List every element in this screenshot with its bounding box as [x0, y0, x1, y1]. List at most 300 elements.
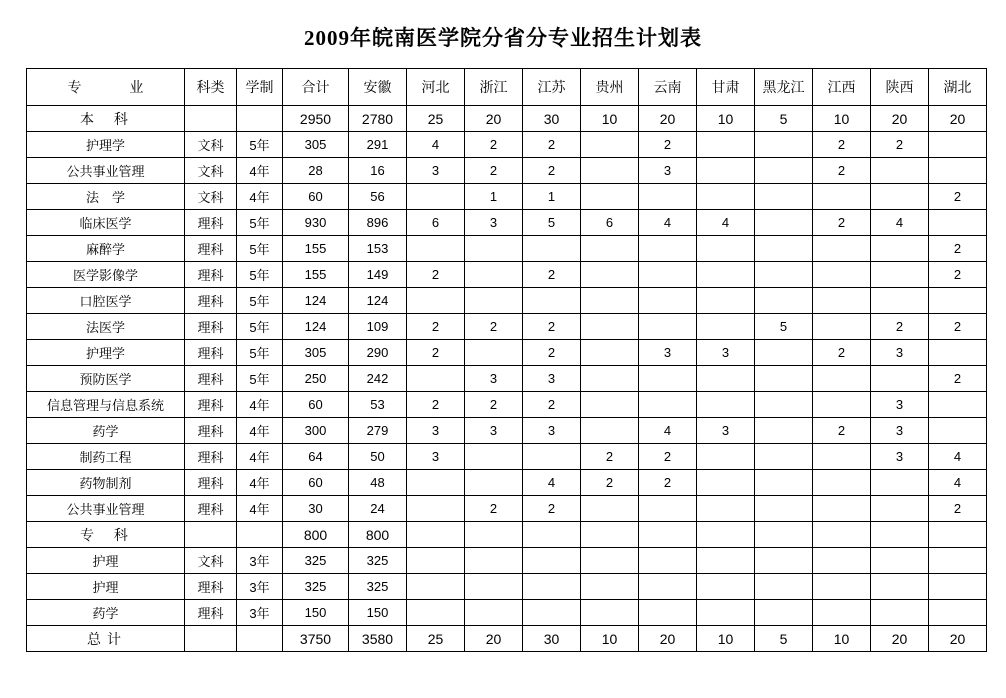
cell-category: 理科 [185, 392, 237, 418]
cell-hubei: 4 [929, 444, 987, 470]
column-header-jiangxi: 江西 [813, 69, 871, 106]
cell-total: 2950 [283, 106, 349, 132]
cell-shaanxi: 20 [871, 626, 929, 652]
cell-jiangsu: 3 [523, 418, 581, 444]
cell-hubei: 2 [929, 236, 987, 262]
table-section-row [27, 106, 987, 132]
cell-hubei: 2 [929, 184, 987, 210]
column-header-yunnan: 云南 [639, 69, 697, 106]
column-header-hebei: 河北 [407, 69, 465, 106]
column-header-jiangsu: 江苏 [523, 69, 581, 106]
cell-anhui: 325 [349, 574, 407, 600]
table-section-row [27, 522, 987, 548]
cell-anhui: 24 [349, 496, 407, 522]
cell-yunnan [639, 366, 697, 392]
cell-duration: 5年 [237, 366, 283, 392]
cell-guizhou [581, 496, 639, 522]
cell-jiangxi: 2 [813, 132, 871, 158]
cell-hebei [407, 288, 465, 314]
cell-total: 28 [283, 158, 349, 184]
cell-major: 护理学 [27, 340, 185, 366]
cell-zhejiang [465, 522, 523, 548]
table-row [27, 496, 987, 522]
column-header-zhejiang: 浙江 [465, 69, 523, 106]
cell-hubei [929, 340, 987, 366]
cell-heilongjiang [755, 132, 813, 158]
cell-guizhou [581, 314, 639, 340]
cell-yunnan: 4 [639, 418, 697, 444]
cell-gansu [697, 366, 755, 392]
cell-heilongjiang [755, 444, 813, 470]
cell-guizhou: 10 [581, 626, 639, 652]
cell-anhui: 56 [349, 184, 407, 210]
cell-anhui: 124 [349, 288, 407, 314]
cell-yunnan: 20 [639, 626, 697, 652]
cell-total: 3750 [283, 626, 349, 652]
cell-anhui: 50 [349, 444, 407, 470]
cell-anhui: 242 [349, 366, 407, 392]
cell-major: 专 科 [27, 522, 185, 548]
cell-zhejiang: 2 [465, 314, 523, 340]
cell-category: 理科 [185, 496, 237, 522]
cell-guizhou [581, 522, 639, 548]
cell-zhejiang [465, 574, 523, 600]
cell-jiangxi: 2 [813, 418, 871, 444]
cell-hebei [407, 600, 465, 626]
cell-major: 临床医学 [27, 210, 185, 236]
cell-shaanxi [871, 262, 929, 288]
cell-hebei [407, 366, 465, 392]
cell-hubei [929, 288, 987, 314]
cell-jiangxi: 10 [813, 626, 871, 652]
cell-heilongjiang: 5 [755, 314, 813, 340]
cell-jiangxi: 2 [813, 340, 871, 366]
cell-shaanxi [871, 548, 929, 574]
cell-jiangxi: 2 [813, 158, 871, 184]
cell-category: 理科 [185, 418, 237, 444]
column-header-gansu: 甘肃 [697, 69, 755, 106]
cell-shaanxi: 20 [871, 106, 929, 132]
cell-duration: 5年 [237, 340, 283, 366]
cell-guizhou: 10 [581, 106, 639, 132]
cell-duration: 4年 [237, 444, 283, 470]
cell-major: 制药工程 [27, 444, 185, 470]
cell-jiangxi [813, 600, 871, 626]
cell-jiangsu: 2 [523, 392, 581, 418]
cell-shaanxi: 3 [871, 418, 929, 444]
cell-shaanxi [871, 522, 929, 548]
cell-guizhou [581, 262, 639, 288]
cell-heilongjiang [755, 496, 813, 522]
cell-anhui: 153 [349, 236, 407, 262]
table-row [27, 392, 987, 418]
cell-hebei [407, 548, 465, 574]
table-row [27, 548, 987, 574]
cell-gansu: 3 [697, 418, 755, 444]
cell-guizhou [581, 158, 639, 184]
cell-yunnan [639, 600, 697, 626]
cell-total: 325 [283, 548, 349, 574]
cell-gansu [697, 444, 755, 470]
cell-yunnan [639, 392, 697, 418]
cell-major: 信息管理与信息系统 [27, 392, 185, 418]
cell-hubei: 20 [929, 106, 987, 132]
cell-duration: 4年 [237, 184, 283, 210]
cell-jiangxi: 10 [813, 106, 871, 132]
cell-category: 理科 [185, 236, 237, 262]
cell-guizhou [581, 548, 639, 574]
cell-anhui: 16 [349, 158, 407, 184]
cell-hebei: 2 [407, 340, 465, 366]
cell-hubei [929, 574, 987, 600]
cell-hubei [929, 418, 987, 444]
cell-duration: 4年 [237, 418, 283, 444]
column-header-heilongjiang: 黑龙江 [755, 69, 813, 106]
cell-zhejiang [465, 288, 523, 314]
cell-category [185, 522, 237, 548]
cell-total: 150 [283, 600, 349, 626]
cell-heilongjiang [755, 548, 813, 574]
cell-shaanxi [871, 184, 929, 210]
cell-jiangsu: 2 [523, 158, 581, 184]
table-total-row [27, 626, 987, 652]
cell-major: 护理 [27, 574, 185, 600]
cell-shaanxi [871, 366, 929, 392]
cell-total: 60 [283, 392, 349, 418]
cell-hebei: 2 [407, 392, 465, 418]
cell-heilongjiang [755, 340, 813, 366]
cell-heilongjiang [755, 600, 813, 626]
cell-hebei [407, 496, 465, 522]
cell-jiangsu: 2 [523, 496, 581, 522]
table-row [27, 314, 987, 340]
column-header-major: 专 业 [27, 69, 185, 106]
table-row [27, 366, 987, 392]
cell-major: 法 学 [27, 184, 185, 210]
cell-yunnan: 4 [639, 210, 697, 236]
cell-zhejiang: 3 [465, 366, 523, 392]
cell-major: 医学影像学 [27, 262, 185, 288]
cell-hubei: 20 [929, 626, 987, 652]
enrollment-plan-table [26, 68, 987, 652]
cell-gansu [697, 574, 755, 600]
cell-major: 药学 [27, 418, 185, 444]
cell-guizhou [581, 132, 639, 158]
cell-guizhou [581, 392, 639, 418]
cell-jiangxi [813, 262, 871, 288]
cell-hebei [407, 574, 465, 600]
cell-jiangxi [813, 314, 871, 340]
cell-hebei: 3 [407, 418, 465, 444]
cell-anhui: 290 [349, 340, 407, 366]
cell-total: 64 [283, 444, 349, 470]
cell-gansu [697, 314, 755, 340]
cell-total: 155 [283, 236, 349, 262]
cell-shaanxi: 2 [871, 314, 929, 340]
cell-heilongjiang [755, 158, 813, 184]
cell-hebei: 25 [407, 106, 465, 132]
cell-major: 公共事业管理 [27, 496, 185, 522]
cell-zhejiang [465, 470, 523, 496]
cell-guizhou: 6 [581, 210, 639, 236]
cell-guizhou [581, 600, 639, 626]
cell-gansu [697, 392, 755, 418]
cell-major: 护理学 [27, 132, 185, 158]
cell-jiangxi [813, 574, 871, 600]
cell-major: 总计 [27, 626, 185, 652]
cell-shaanxi [871, 288, 929, 314]
cell-shaanxi: 4 [871, 210, 929, 236]
cell-duration: 4年 [237, 158, 283, 184]
cell-category [185, 106, 237, 132]
cell-category: 理科 [185, 314, 237, 340]
cell-category: 文科 [185, 548, 237, 574]
table-row [27, 418, 987, 444]
cell-heilongjiang [755, 522, 813, 548]
cell-total: 60 [283, 184, 349, 210]
cell-shaanxi [871, 236, 929, 262]
cell-gansu: 10 [697, 106, 755, 132]
cell-hebei [407, 236, 465, 262]
cell-duration: 3年 [237, 548, 283, 574]
cell-hubei: 4 [929, 470, 987, 496]
cell-shaanxi [871, 470, 929, 496]
cell-heilongjiang [755, 366, 813, 392]
cell-total: 305 [283, 340, 349, 366]
cell-duration: 4年 [237, 496, 283, 522]
cell-shaanxi: 3 [871, 340, 929, 366]
cell-hebei: 4 [407, 132, 465, 158]
cell-yunnan [639, 262, 697, 288]
cell-guizhou [581, 184, 639, 210]
cell-major: 公共事业管理 [27, 158, 185, 184]
cell-shaanxi [871, 574, 929, 600]
cell-major: 本 科 [27, 106, 185, 132]
cell-hebei [407, 470, 465, 496]
cell-hubei [929, 210, 987, 236]
cell-duration [237, 626, 283, 652]
cell-jiangxi: 2 [813, 210, 871, 236]
cell-jiangxi [813, 496, 871, 522]
cell-heilongjiang [755, 236, 813, 262]
cell-duration: 5年 [237, 210, 283, 236]
cell-major: 口腔医学 [27, 288, 185, 314]
cell-hebei [407, 522, 465, 548]
cell-heilongjiang [755, 288, 813, 314]
cell-gansu: 3 [697, 340, 755, 366]
cell-total: 30 [283, 496, 349, 522]
cell-zhejiang [465, 548, 523, 574]
cell-total: 305 [283, 132, 349, 158]
cell-anhui: 53 [349, 392, 407, 418]
cell-jiangsu [523, 574, 581, 600]
cell-category: 文科 [185, 158, 237, 184]
cell-jiangsu: 30 [523, 626, 581, 652]
cell-gansu [697, 262, 755, 288]
cell-gansu [697, 548, 755, 574]
cell-jiangsu: 2 [523, 262, 581, 288]
cell-hubei: 2 [929, 262, 987, 288]
cell-yunnan [639, 288, 697, 314]
cell-hubei [929, 548, 987, 574]
cell-anhui: 2780 [349, 106, 407, 132]
cell-jiangxi [813, 444, 871, 470]
cell-guizhou [581, 366, 639, 392]
cell-hebei: 3 [407, 158, 465, 184]
cell-anhui: 325 [349, 548, 407, 574]
cell-zhejiang [465, 600, 523, 626]
header-row [27, 69, 987, 106]
cell-total: 930 [283, 210, 349, 236]
cell-category: 理科 [185, 262, 237, 288]
cell-hebei: 25 [407, 626, 465, 652]
table-body [27, 106, 987, 652]
table-row [27, 262, 987, 288]
cell-category: 理科 [185, 288, 237, 314]
cell-jiangxi [813, 184, 871, 210]
cell-yunnan: 3 [639, 158, 697, 184]
cell-jiangsu: 5 [523, 210, 581, 236]
cell-shaanxi [871, 496, 929, 522]
cell-yunnan: 2 [639, 444, 697, 470]
cell-jiangsu: 1 [523, 184, 581, 210]
cell-jiangsu: 30 [523, 106, 581, 132]
cell-hubei [929, 522, 987, 548]
cell-jiangxi [813, 366, 871, 392]
cell-anhui: 896 [349, 210, 407, 236]
cell-duration: 3年 [237, 574, 283, 600]
table-row [27, 340, 987, 366]
cell-jiangxi [813, 522, 871, 548]
cell-gansu [697, 288, 755, 314]
cell-category: 理科 [185, 444, 237, 470]
cell-jiangsu: 2 [523, 340, 581, 366]
cell-anhui: 48 [349, 470, 407, 496]
cell-category: 理科 [185, 600, 237, 626]
cell-yunnan: 20 [639, 106, 697, 132]
cell-gansu [697, 496, 755, 522]
table-row [27, 236, 987, 262]
table-row [27, 288, 987, 314]
cell-duration: 5年 [237, 288, 283, 314]
cell-zhejiang: 1 [465, 184, 523, 210]
column-header-category: 科类 [185, 69, 237, 106]
cell-yunnan [639, 522, 697, 548]
cell-major: 药学 [27, 600, 185, 626]
cell-hubei: 2 [929, 314, 987, 340]
cell-gansu [697, 132, 755, 158]
cell-zhejiang [465, 262, 523, 288]
cell-anhui: 149 [349, 262, 407, 288]
cell-yunnan: 3 [639, 340, 697, 366]
cell-total: 800 [283, 522, 349, 548]
cell-zhejiang: 2 [465, 496, 523, 522]
cell-zhejiang [465, 236, 523, 262]
cell-jiangsu: 2 [523, 132, 581, 158]
cell-category: 理科 [185, 574, 237, 600]
column-header-guizhou: 贵州 [581, 69, 639, 106]
cell-category: 理科 [185, 470, 237, 496]
cell-gansu [697, 522, 755, 548]
cell-major: 麻醉学 [27, 236, 185, 262]
cell-anhui: 800 [349, 522, 407, 548]
cell-jiangxi [813, 288, 871, 314]
cell-zhejiang: 3 [465, 210, 523, 236]
cell-total: 325 [283, 574, 349, 600]
cell-heilongjiang [755, 184, 813, 210]
cell-yunnan [639, 548, 697, 574]
cell-jiangsu [523, 600, 581, 626]
cell-category: 文科 [185, 184, 237, 210]
cell-total: 124 [283, 314, 349, 340]
table-row [27, 158, 987, 184]
cell-zhejiang: 3 [465, 418, 523, 444]
cell-jiangsu: 4 [523, 470, 581, 496]
table-row [27, 184, 987, 210]
cell-gansu [697, 184, 755, 210]
cell-category: 理科 [185, 366, 237, 392]
table-row [27, 132, 987, 158]
cell-duration: 5年 [237, 262, 283, 288]
column-header-shaanxi: 陕西 [871, 69, 929, 106]
cell-jiangsu [523, 236, 581, 262]
cell-gansu [697, 600, 755, 626]
cell-hubei [929, 158, 987, 184]
cell-zhejiang: 2 [465, 392, 523, 418]
cell-category: 理科 [185, 210, 237, 236]
cell-guizhou: 2 [581, 470, 639, 496]
cell-heilongjiang [755, 210, 813, 236]
cell-duration: 5年 [237, 314, 283, 340]
cell-jiangsu [523, 288, 581, 314]
cell-gansu: 4 [697, 210, 755, 236]
cell-guizhou [581, 236, 639, 262]
cell-major: 药物制剂 [27, 470, 185, 496]
cell-guizhou [581, 574, 639, 600]
cell-total: 250 [283, 366, 349, 392]
cell-total: 300 [283, 418, 349, 444]
page-title: 2009年皖南医学院分省分专业招生计划表 [304, 26, 702, 50]
cell-jiangsu [523, 548, 581, 574]
cell-gansu [697, 158, 755, 184]
cell-heilongjiang [755, 392, 813, 418]
cell-jiangsu: 2 [523, 314, 581, 340]
cell-zhejiang: 20 [465, 626, 523, 652]
cell-zhejiang: 20 [465, 106, 523, 132]
cell-duration [237, 106, 283, 132]
table-row [27, 470, 987, 496]
cell-anhui: 291 [349, 132, 407, 158]
cell-heilongjiang [755, 418, 813, 444]
cell-duration: 4年 [237, 470, 283, 496]
cell-hubei [929, 132, 987, 158]
cell-guizhou: 2 [581, 444, 639, 470]
cell-jiangxi [813, 392, 871, 418]
cell-anhui: 279 [349, 418, 407, 444]
cell-jiangxi [813, 548, 871, 574]
table-container [0, 68, 1006, 652]
cell-duration: 5年 [237, 132, 283, 158]
cell-gansu [697, 236, 755, 262]
cell-hubei [929, 392, 987, 418]
column-header-hubei: 湖北 [929, 69, 987, 106]
cell-shaanxi: 3 [871, 392, 929, 418]
table-row [27, 574, 987, 600]
cell-jiangxi [813, 236, 871, 262]
cell-category: 理科 [185, 340, 237, 366]
cell-duration [237, 522, 283, 548]
cell-major: 护理 [27, 548, 185, 574]
